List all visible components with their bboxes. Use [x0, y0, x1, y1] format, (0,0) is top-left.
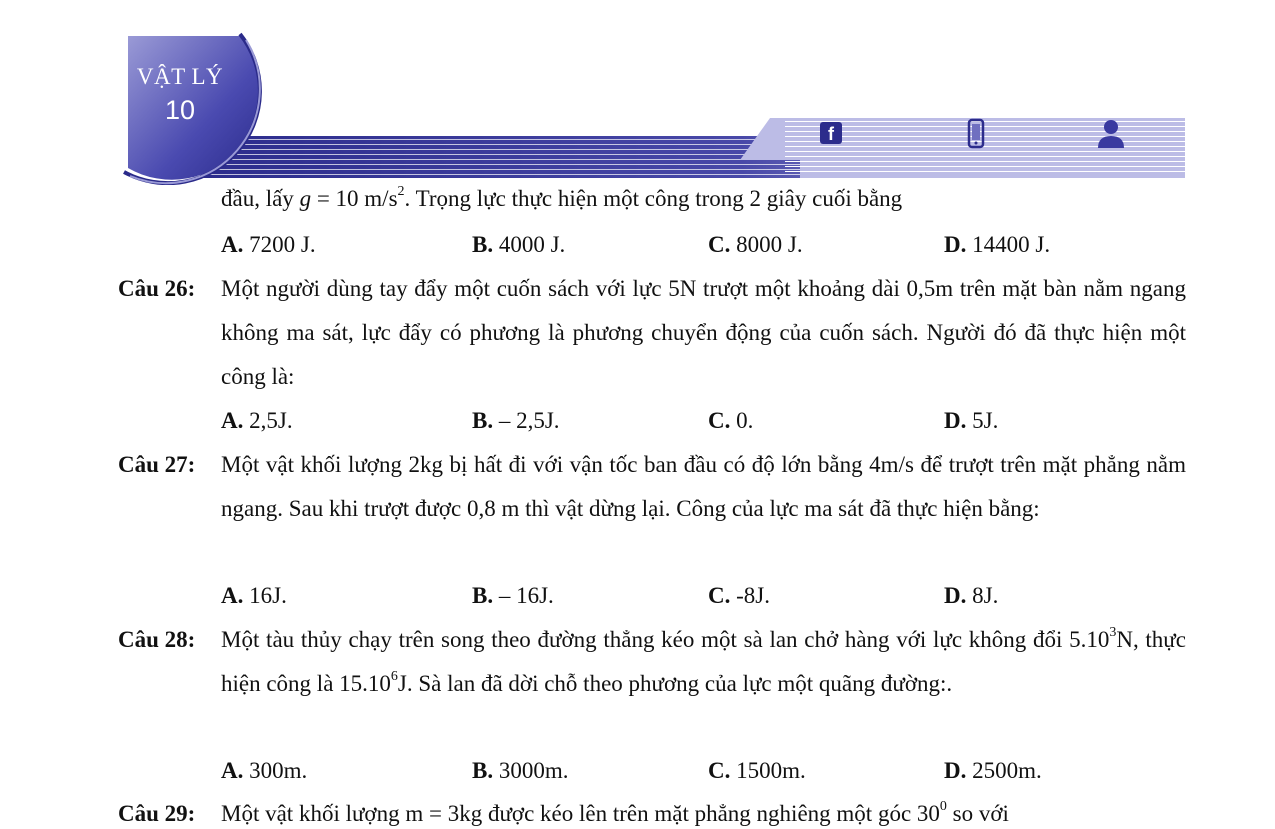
option-a[interactable]: A. 16J. — [221, 583, 287, 608]
option-b[interactable]: B. – 16J. — [472, 583, 554, 608]
question-label: Câu 28: — [118, 627, 196, 652]
question-text: Một người dùng tay đẩy một cuốn sách với lực 5N trượt một khoảng dài 0,5m trên mặt bàn nằm ngang không ma sát, lực đẩy có phương là phương chuyển động của cuốn sách. Người đó đã thực hiện một công là: — [221, 276, 1186, 389]
question-label: Câu 26: — [118, 276, 196, 301]
option-b[interactable]: B. 4000 J. — [472, 232, 566, 257]
continuation-text-b: . Trọng lực thực hiện một công trong 2 giây cuối bằng — [404, 186, 903, 211]
svg-text:f: f — [828, 124, 834, 144]
gravity-value: = 10 m/s — [311, 186, 398, 211]
grade-number: 10 — [164, 95, 196, 125]
user-icon[interactable] — [1095, 118, 1127, 150]
option-a[interactable]: A. 300m. — [221, 758, 308, 783]
gravity-exponent: 2 — [397, 184, 405, 200]
option-b[interactable]: B. 3000m. — [472, 758, 569, 783]
option-d[interactable]: D. 2500m. — [944, 758, 1042, 783]
subject-title: VẬT LÝ — [136, 64, 224, 89]
facebook-icon[interactable] — [818, 118, 844, 148]
option-d[interactable]: D. 14400 J. — [944, 232, 1051, 257]
option-d[interactable]: D. 8J. — [944, 583, 999, 608]
page-header — [0, 0, 1275, 185]
option-c[interactable]: C. 8000 J. — [708, 232, 803, 257]
option-b[interactable]: B. – 2,5J. — [472, 408, 560, 433]
continuation-text-a: đầu, lấy — [221, 186, 300, 211]
continuation-line — [221, 184, 902, 214]
header-stripes — [200, 118, 1185, 178]
option-c[interactable]: C. 0. — [708, 408, 754, 433]
option-a[interactable]: A. 7200 J. — [221, 232, 316, 257]
subject-badge-text — [128, 62, 232, 128]
option-a[interactable]: A. 2,5J. — [221, 408, 293, 433]
option-c[interactable]: C. 1500m. — [708, 758, 806, 783]
option-d[interactable]: D. 5J. — [944, 408, 999, 433]
phone-icon[interactable] — [964, 118, 988, 150]
question-text: Một vật khối lượng 2kg bị hất đi với vận tốc ban đầu có độ lớn bằng 4m/s để trượt trên mặt phẳng nằm ngang. Sau khi trượt được 0,8 m thì vật dừng lại. Công của lực ma sát đã thực hiện bằng: — [221, 452, 1186, 521]
question-text: Một tàu thủy chạy trên song theo đường thẳng kéo một sà lan chở hàng với lực không đổi 5.10$^3$N, thực hiện công là 15.10$^6$J. Sà lan đã dời chỗ theo phương của lực một quãng đường:. — [221, 625, 1186, 696]
gravity-symbol: g — [299, 186, 312, 211]
option-c[interactable]: C. -8J. — [708, 583, 770, 608]
question-label: Câu 29: — [118, 801, 196, 826]
question-label: Câu 27: — [118, 452, 196, 477]
question-text: Một vật khối lượng m = 3kg được kéo lên trên mặt phẳng nghiêng một góc $30^0$ so với — [221, 799, 1009, 826]
